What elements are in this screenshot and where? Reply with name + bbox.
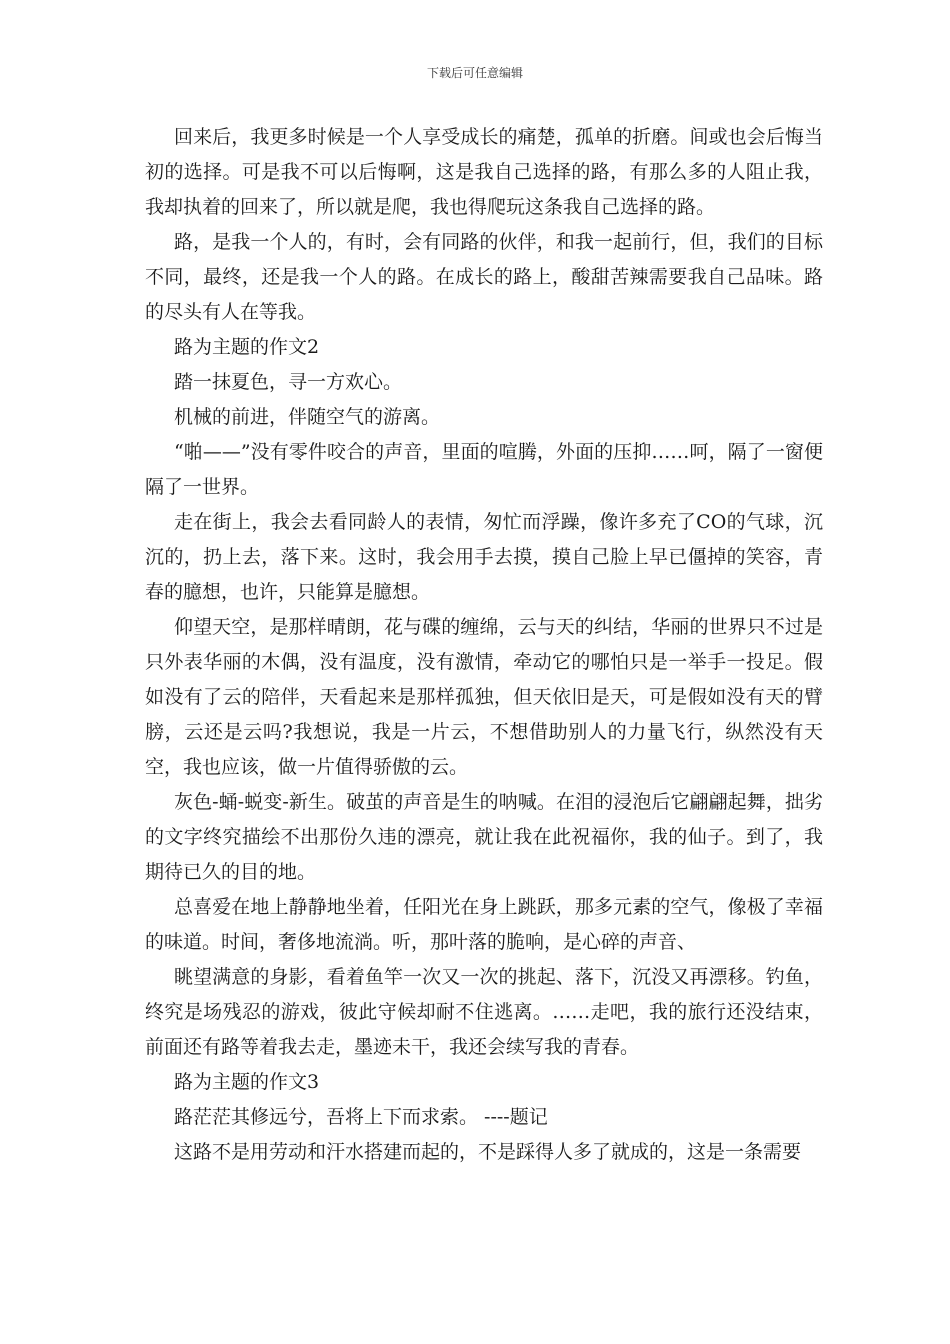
document-body: [145, 120, 823, 1170]
epigraph: 路茫茫其修远兮，吾将上下而求索。 ----题记: [174, 1106, 548, 1128]
paragraph: 踏一抹夏色，寻一方欢心。: [174, 371, 403, 393]
paragraph: 这路不是用劳动和汗水搭建而起的，不是踩得人多了就成的，这是一条需要: [174, 1141, 802, 1163]
paragraph: 机械的前进，伴随空气的游离。: [174, 406, 441, 428]
section-heading: 路为主题的作文2: [174, 336, 320, 358]
paragraph: “啪——”没有零件咬合的声音，里面的喧腾，外面的压抑……呵，隔了一窗便隔了一世界。: [145, 441, 823, 498]
page-header: 下载后可任意编辑: [426, 66, 523, 80]
paragraph: 灰色-蛹-蜕变-新生。破茧的声音是生的呐喊。在泪的浸泡后它翩翩起舞，拙劣的文字终究描绘不出那份久违的漂亮，就让我在此祝福你，我的仙子。到了，我期待已久的目的地。: [145, 791, 823, 883]
paragraph: 走在街上，我会去看同龄人的表情，匆忙而浮躁，像许多充了CO的气球，沉沉的，扔上去，落下来。这时，我会用手去摸，摸自己脸上早已僵掉的笑容，青春的臆想，也许，只能算是臆想。: [145, 511, 823, 603]
paragraph: 仰望天空，是那样晴朗，花与碟的缠绵，云与天的纠结，华丽的世界只不过是只外表华丽的木偶，没有温度，没有激情，牵动它的哪怕只是一举手一投足。假如没有了云的陪伴，天看起来是那样孤独，但天依旧是天，可是假如没有天的臂膀，云还是云吗?我想说，我是一片云，不想借助别人的力量飞行，纵然没有天空，我也应该，做一片值得骄傲的云。: [145, 616, 823, 778]
section-heading: 路为主题的作文3: [174, 1071, 320, 1093]
paragraph: 路，是我一个人的，有时，会有同路的伙伴，和我一起前行，但，我们的目标不同，最终，还是我一个人的路。在成长的路上，酸甜苦辣需要我自己品味。路的尽头有人在等我。: [145, 231, 823, 323]
paragraph: 眺望满意的身影，看着鱼竿一次又一次的挑起、落下，沉没又再漂移。钓鱼，终究是场残忍的游戏，彼此守候却耐不住逃离。……走吧，我的旅行还没结束，前面还有路等着我去走，墨迹未干，我还会续写我的青春。: [145, 966, 823, 1058]
paragraph: 回来后，我更多时候是一个人享受成长的痛楚，孤单的折磨。间或也会后悔当初的选择。可是我不可以后悔啊，这是我自己选择的路，有那么多的人阻止我，我却执着的回来了，所以就是爬，我也得爬玩这条我自己选择的路。: [145, 126, 823, 218]
paragraph: 总喜爱在地上静静地坐着，任阳光在身上跳跃，那多元素的空气，像极了幸福的味道。时间，奢侈地流淌。听，那叶落的脆响，是心碎的声音、: [145, 896, 823, 953]
